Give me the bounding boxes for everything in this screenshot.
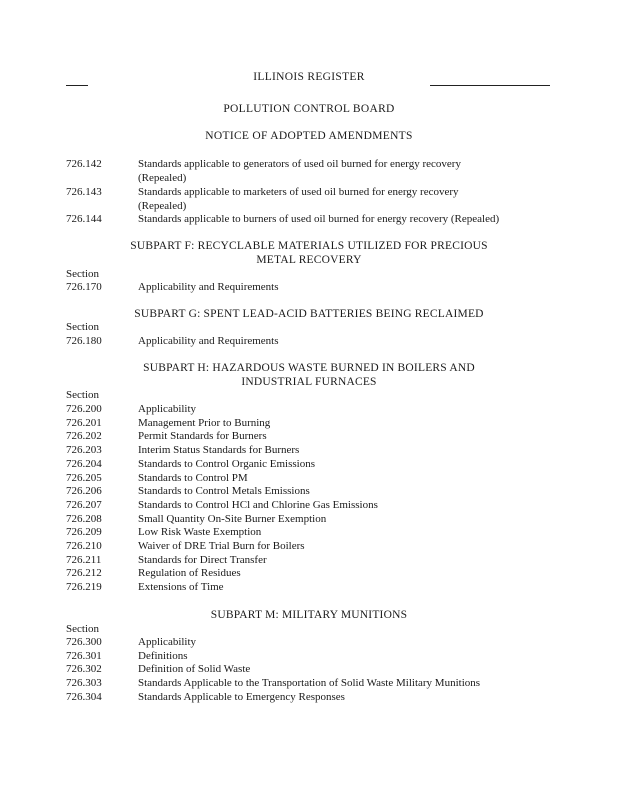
subpart-h-heading: SUBPART H: HAZARDOUS WASTE BURNED IN BOILERS AND INDUSTRIAL FURNACES: [143, 362, 475, 388]
section-number: 726.206: [66, 485, 102, 498]
subpart-g-heading: SUBPART G: SPENT LEAD-ACID BATTERIES BEING RECLAIMED: [134, 308, 484, 320]
section-number: 726.207: [66, 498, 102, 511]
section-title: Applicability and Requirements: [138, 335, 279, 347]
header-rule-left: [66, 85, 88, 86]
section-title: Standards for Direct Transfer: [138, 553, 267, 566]
section-number: 726.212: [66, 567, 102, 580]
section-title: Standards applicable to burners of used oil burned for energy recovery (Repealed): [138, 213, 500, 225]
section-number: 726.170: [66, 281, 102, 293]
section-title: Definition of Solid Waste: [138, 663, 251, 676]
section-title: Permit Standards for Burners: [138, 430, 267, 443]
section-number: 726.210: [66, 540, 102, 552]
section-title: Standards to Control Organic Emissions: [138, 457, 316, 470]
section-number: 726.209: [66, 526, 102, 539]
section-label: Section: [66, 321, 99, 333]
section-title: Applicability: [138, 403, 197, 415]
section-title: Waiver of DRE Trial Burn for Boilers: [138, 540, 305, 552]
section-number: 726.142: [66, 158, 102, 170]
header-rule-right: [430, 85, 550, 86]
section-title: Low Risk Waste Exemption: [138, 526, 262, 539]
section-number: 726.202: [66, 430, 102, 443]
section-label: Section: [66, 268, 99, 280]
section-number: 726.208: [66, 512, 102, 525]
section-title: Interim Status Standards for Burners: [138, 444, 300, 457]
section-number: 726.303: [66, 677, 102, 690]
section-title: Standards Applicable to Emergency Responses: [138, 690, 345, 703]
section-number: 726.180: [66, 335, 102, 347]
section-number: 726.301: [66, 649, 102, 662]
register-title: ILLINOIS REGISTER: [253, 71, 365, 83]
section-number: 726.219: [66, 581, 102, 594]
subpart-m-heading: SUBPART M: MILITARY MUNITIONS: [210, 609, 408, 621]
section-title: Standards to Control Metals Emissions: [138, 485, 310, 498]
section-label: Section: [66, 623, 99, 635]
section-title: Standards applicable to marketers of used oil burned for energy recovery (Repealed): [138, 186, 459, 212]
section-number: 726.143: [66, 186, 102, 198]
section-number: 726.304: [66, 690, 102, 703]
section-title: Management Prior to Burning: [138, 416, 271, 429]
section-number: 726.211: [66, 553, 102, 566]
section-title: Standards to Control HCl and Chlorine Gas Emissions: [138, 498, 378, 511]
section-title: Standards to Control PM: [138, 471, 248, 484]
section-title: Applicability: [138, 636, 197, 648]
section-title: Extensions of Time: [138, 581, 224, 594]
section-title: Regulation of Residues: [138, 567, 241, 580]
section-number: 726.302: [66, 663, 102, 676]
section-title: Standards Applicable to the Transportation of Solid Waste Military Munitions: [138, 677, 481, 690]
section-title: Definitions: [138, 649, 188, 662]
section-label: Section: [66, 389, 99, 401]
notice-title: NOTICE OF ADOPTED AMENDMENTS: [205, 130, 413, 142]
section-number: 726.144: [66, 213, 102, 225]
section-title: Standards applicable to generators of used oil burned for energy recovery (Repealed): [138, 158, 461, 184]
section-title: Applicability and Requirements: [138, 281, 279, 293]
section-number: 726.201: [66, 416, 102, 429]
section-number: 726.300: [66, 636, 102, 648]
subpart-f-heading: SUBPART F: RECYCLABLE MATERIALS UTILIZED FOR PRECIOUS METAL RECOVERY: [130, 240, 488, 266]
board-title: POLLUTION CONTROL BOARD: [223, 103, 395, 115]
section-number: 726.203: [66, 444, 102, 457]
section-number: 726.204: [66, 457, 102, 470]
section-number: 726.205: [66, 471, 102, 484]
section-title: Small Quantity On-Site Burner Exemption: [138, 512, 327, 525]
section-number: 726.200: [66, 403, 102, 415]
